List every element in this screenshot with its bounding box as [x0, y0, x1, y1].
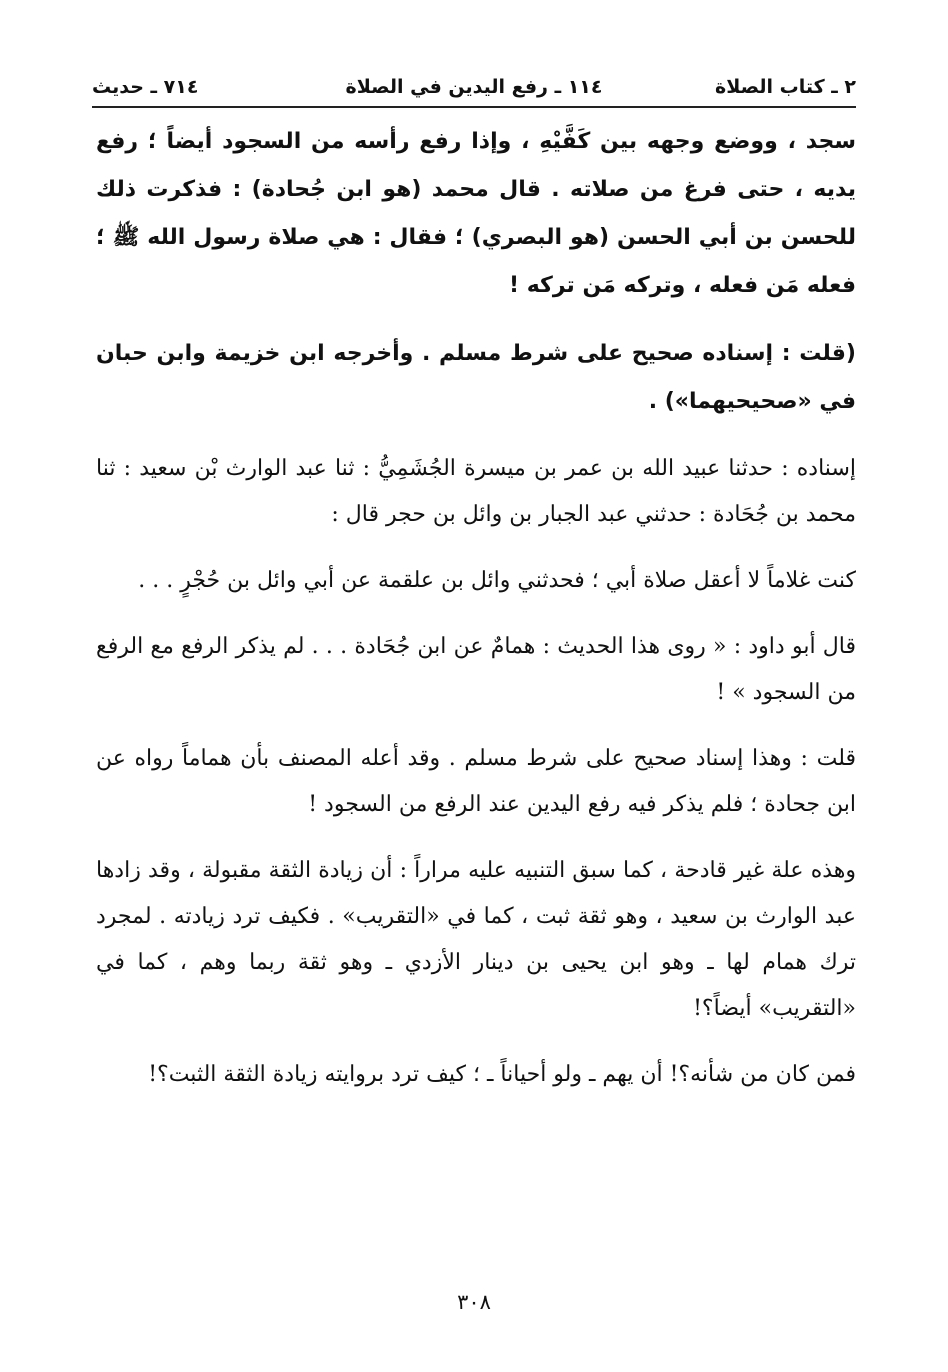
- grading-note: (قلت : إسناده صحيح على شرط مسلم . وأخرجه ابن خزيمة وابن حبان في «صحيحيهما») .: [96, 341, 856, 414]
- header-hadith-number: ٧١٤ ـ حديث: [92, 76, 199, 98]
- isnad-paragraph: إسناده : حدثنا عبيد الله بن عمر بن ميسرة الجُشَمِيُّ : ثنا عبد الوارث بْن سعيد : ثنا محمد بن جُحَادة : حدثني عبد الجبار بن وائل بن حجر قال :: [96, 456, 856, 527]
- hadith-text: سجد ، ووضع وجهه بين كَفَّيْهِ ، وإذا رفع رأسه من السجود أيضاً ؛ رفع يديه ، حتى فرغ من صلاته . قال محمد (هو ابن جُحادة) : فذكرت ذلك للحسن بن أبي الحسن (هو البصري) ؛ فقال : هي صلاة رسول الله ﷺ ؛ فعله مَن فعله ، وتركه مَن تركه !: [96, 129, 856, 298]
- page-number: ٣٠٨: [457, 1290, 491, 1314]
- author-comment: قلت : وهذا إسناد صحيح على شرط مسلم . وقد أعله المصنف بأن هماماً رواه عن ابن جحادة ؛ فلم يذكر فيه رفع اليدين عند الرفع من السجود !: [96, 746, 856, 817]
- abu-dawud-comment: قال أبو داود : « روى هذا الحديث : همامٌ عن ابن جُحَادة . . . لم يذكر الرفع مع الرفع من السجود » !: [96, 634, 856, 705]
- critique-paragraph: وهذه علة غير قادحة ، كما سبق التنبيه عليه مراراً : أن زيادة الثقة مقبولة ، وقد زادها عبد الوارث بن سعيد ، وهو ثقة ثبت ، كما في «التقريب» . فكيف ترد زيادته . لمجرد ترك همام لها ـ وهو ابن يحيى بن دينار الأزدي ـ وهو ثقة ربما وهم ، كما في «التقريب» أيضاً؟!: [96, 858, 856, 1021]
- header-chapter-title: ١١٤ ـ رفع اليدين في الصلاة: [345, 76, 603, 98]
- header-book-title: ٢ ـ كتاب الصلاة: [715, 76, 856, 98]
- running-header: [92, 72, 856, 108]
- page-body: [96, 118, 856, 1118]
- closing-paragraph: فمن كان من شأنه؟! أن يهم ـ ولو أحياناً ـ ؛ كيف ترد بروايته زيادة الثقة الثبت؟!: [148, 1062, 856, 1087]
- narration-paragraph: كنت غلاماً لا أعقل صلاة أبي ؛ فحدثني وائل بن علقمة عن أبي وائل بن حُجْرٍ . . .: [138, 568, 856, 593]
